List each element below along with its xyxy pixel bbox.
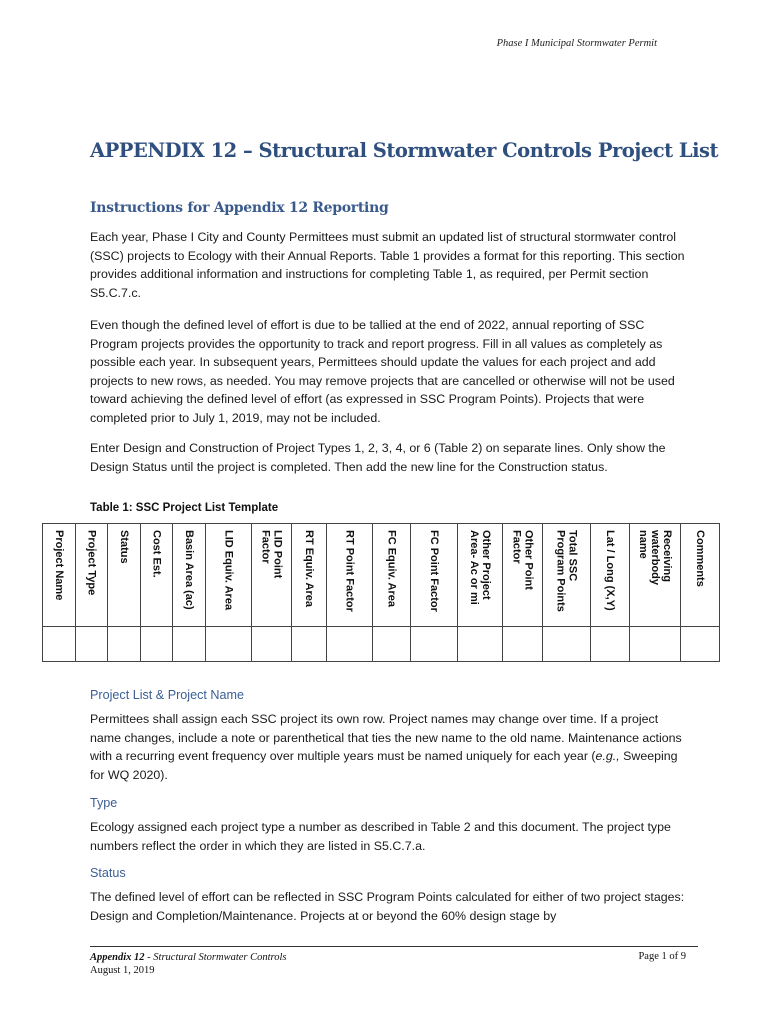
page-number: Page 1 of 9: [638, 951, 686, 962]
project-list-paragraph: [90, 710, 690, 784]
header-receiving-waterbody: Receiving waterbody name: [637, 530, 673, 586]
header-lid-point-factor: LID Point Factor: [259, 530, 284, 579]
table-cell[interactable]: [591, 627, 630, 662]
footer-left: [90, 951, 287, 977]
ssc-project-list-table: [42, 523, 720, 662]
header-cell: [373, 524, 411, 627]
instructions-paragraph-3: Enter Design and Construction of Project Types 1, 2, 3, 4, or 6 (Table 2) on separate lines. Only show the Design Status until the project is completed. Then add the new line for the Construction status.: [90, 441, 666, 474]
project-list-example-suffix: Sweeping for WQ 2020).: [90, 749, 678, 782]
footer-appendix-subtitle: - Structural Stormwater Controls: [144, 952, 287, 963]
footer-divider: [90, 946, 698, 947]
header-cell: [252, 524, 292, 627]
project-list-heading: Project List & Project Name: [90, 688, 244, 702]
header-cell: [43, 524, 76, 627]
header-other-project-area: Other Project Area- Ac or mi: [468, 530, 492, 605]
footer-appendix-line: [90, 951, 287, 964]
running-header: Phase I Municipal Stormwater Permit: [496, 38, 657, 49]
header-cell: [108, 524, 141, 627]
header-status: Status: [118, 530, 130, 564]
header-other-point-factor: Other Point Factor: [510, 530, 535, 590]
header-lat-long: Lat / Long (X,Y): [604, 530, 616, 611]
header-cell: [206, 524, 252, 627]
table-cell[interactable]: [543, 627, 591, 662]
project-list-example-prefix: (: [591, 749, 596, 764]
page-title: APPENDIX 12 – Structural Stormwater Controls Project List: [90, 139, 719, 162]
footer-date: August 1, 2019: [90, 965, 155, 976]
type-heading: Type: [90, 796, 118, 810]
table-cell[interactable]: [458, 627, 503, 662]
header-cell: [503, 524, 543, 627]
header-rt-equiv-area: RT Equiv. Area: [303, 530, 315, 608]
table-cell[interactable]: [327, 627, 373, 662]
table-cell[interactable]: [503, 627, 543, 662]
header-cell: [76, 524, 108, 627]
table-cell[interactable]: [173, 627, 206, 662]
header-rt-point-factor: RT Point Factor: [343, 530, 356, 612]
header-comments: Comments: [694, 530, 706, 587]
header-cell: [327, 524, 373, 627]
header-cell: [543, 524, 591, 627]
header-cell: [292, 524, 327, 627]
header-project-name: Project Name: [53, 530, 65, 601]
type-paragraph: Ecology assigned each project type a number as described in Table 2 and this document. The project type numbers reflect the order in which they are listed in S5.C.7.a.: [90, 820, 671, 853]
project-list-example-em: e.g.,: [595, 749, 620, 764]
project-list-text: Permittees shall assign each SSC project its own row. Project names may change over time. If a project name changes, include a note or parenthetical that ties the new name to the old name. Maintenance actions with a recurring event frequency over multiple years must be named uniquely for each year: [90, 712, 682, 764]
table-cell[interactable]: [76, 627, 108, 662]
header-fc-point-factor: FC Point Factor: [428, 530, 440, 612]
table-row: [43, 627, 720, 662]
header-basin-area: Basin Area (ac): [183, 530, 195, 610]
header-project-type: Project Type: [85, 530, 98, 596]
table-cell[interactable]: [630, 627, 681, 662]
header-cell: [173, 524, 206, 627]
instructions-paragraph-1: Each year, Phase I City and County Permittees must submit an updated list of structural stormwater control (SSC) projects to Ecology with their Annual Reports. Table 1 provides a format for this reporting. This section provides additional information and instructions for completing Table 1, as required, per Permit section S5.C.7.c.: [90, 230, 685, 300]
header-total-ssc-points: Total SSC Program Points: [554, 530, 579, 612]
table-cell[interactable]: [141, 627, 173, 662]
table-cell[interactable]: [411, 627, 458, 662]
table-cell[interactable]: [43, 627, 76, 662]
table-cell[interactable]: [108, 627, 141, 662]
table-header-row: [43, 524, 720, 627]
status-paragraph: The defined level of effort can be reflected in SSC Program Points calculated for either of two project stages: Design and Completion/Maintenance. Projects at or beyond the 60% design stage by: [90, 890, 685, 923]
table-cell[interactable]: [681, 627, 720, 662]
header-cost-est: Cost Est.: [150, 530, 163, 578]
table-cell[interactable]: [206, 627, 252, 662]
header-cell: [411, 524, 458, 627]
header-cell: [458, 524, 503, 627]
table-cell[interactable]: [373, 627, 411, 662]
table-cell[interactable]: [292, 627, 327, 662]
instructions-heading: Instructions for Appendix 12 Reporting: [90, 200, 389, 216]
footer-appendix-label: Appendix 12: [90, 952, 145, 963]
header-fc-equiv-area: FC Equiv. Area: [385, 530, 398, 608]
header-cell: [681, 524, 720, 627]
table-caption: Table 1: SSC Project List Template: [90, 502, 279, 514]
header-lid-equiv-area: LID Equiv. Area: [222, 530, 235, 611]
header-cell: [630, 524, 681, 627]
status-heading: Status: [90, 866, 126, 880]
header-cell: [141, 524, 173, 627]
header-cell: [591, 524, 630, 627]
instructions-paragraph-2: Even though the defined level of effort is due to be tallied at the end of 2022, annual reporting of SSC Program projects provides the opportunity to track and report progress. Fill in all values as completely as possible each year. In subsequent years, Permittees should update the values for each project and add projects to new rows, as needed. You may remove projects that are cancelled or otherwise will not be used toward achieving the defined level of effort (as expressed in SSC Program Points). Projects that were completed prior to July 1, 2019, may not be included.: [90, 318, 675, 425]
table-cell[interactable]: [252, 627, 292, 662]
